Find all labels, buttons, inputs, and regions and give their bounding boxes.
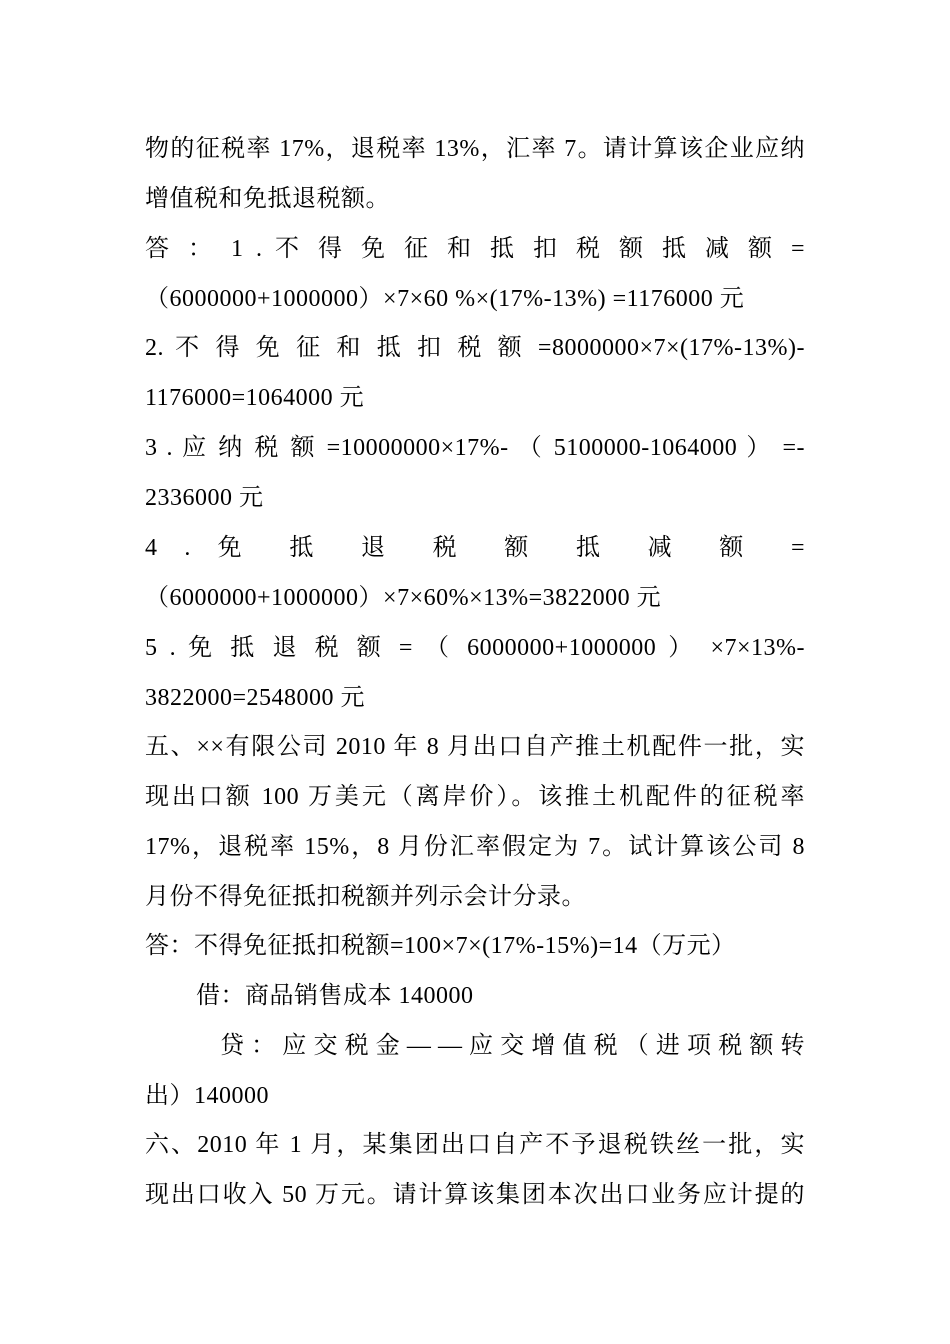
text-line: 现出口收入 50 万元。请计算该集团本次出口业务应计提的 bbox=[145, 1182, 805, 1208]
text-line: 答：不得免征抵扣税额=100×7×(17%-15%)=14（万元） bbox=[145, 933, 736, 959]
text-line: 增值税和免抵退税额。 bbox=[145, 186, 390, 212]
text-line: 17%，退税率 15%，8 月份汇率假定为 7。试计算该公司 8 bbox=[145, 834, 805, 860]
text-line: 借：商品销售成本 140000 bbox=[196, 983, 474, 1009]
text-line: 出）140000 bbox=[145, 1083, 269, 1109]
text-line: 2. 不 得 免 征 和 抵 扣 税 额 =8000000×7×(17%-13%)- bbox=[145, 335, 805, 361]
text-line: （6000000+1000000）×7×60%×13%=3822000 元 bbox=[145, 585, 662, 611]
text-line: 3 . 应 纳 税 额 =10000000×17%- （ 5100000-1064000 ） =- bbox=[145, 435, 805, 461]
text-line: 物的征税率 17%，退税率 13%，汇率 7。请计算该企业应纳 bbox=[145, 136, 805, 162]
text-line: 5 . 免 抵 退 税 额 = （ 6000000+1000000 ） ×7×13%- bbox=[145, 635, 805, 661]
text-line: 3822000=2548000 元 bbox=[145, 685, 366, 711]
text-line: 贷 ： 应 交 税 金 — — 应 交 增 值 税 （ 进 项 税 额 转 bbox=[220, 1033, 805, 1059]
text-line: 4 . 免 抵 退 税 额 抵 减 额 = bbox=[145, 535, 805, 561]
text-line: 1176000=1064000 元 bbox=[145, 385, 365, 411]
text-line: 六、2010 年 1 月，某集团出口自产不予退税铁丝一批，实 bbox=[145, 1132, 805, 1158]
text-line: 月份不得免征抵扣税额并列示会计分录。 bbox=[145, 884, 586, 910]
text-line: 现出口额 100 万美元（离岸价）。该推土机配件的征税率 bbox=[145, 784, 805, 810]
text-line: （6000000+1000000）×7×60 %×(17%-13%) =1176000 元 bbox=[145, 286, 745, 312]
text-line: 2336000 元 bbox=[145, 485, 264, 511]
text-line: 答 ： 1 . 不 得 免 征 和 抵 扣 税 额 抵 减 额 = bbox=[145, 236, 805, 262]
text-line: 五、××有限公司 2010 年 8 月出口自产推土机配件一批，实 bbox=[145, 734, 805, 760]
